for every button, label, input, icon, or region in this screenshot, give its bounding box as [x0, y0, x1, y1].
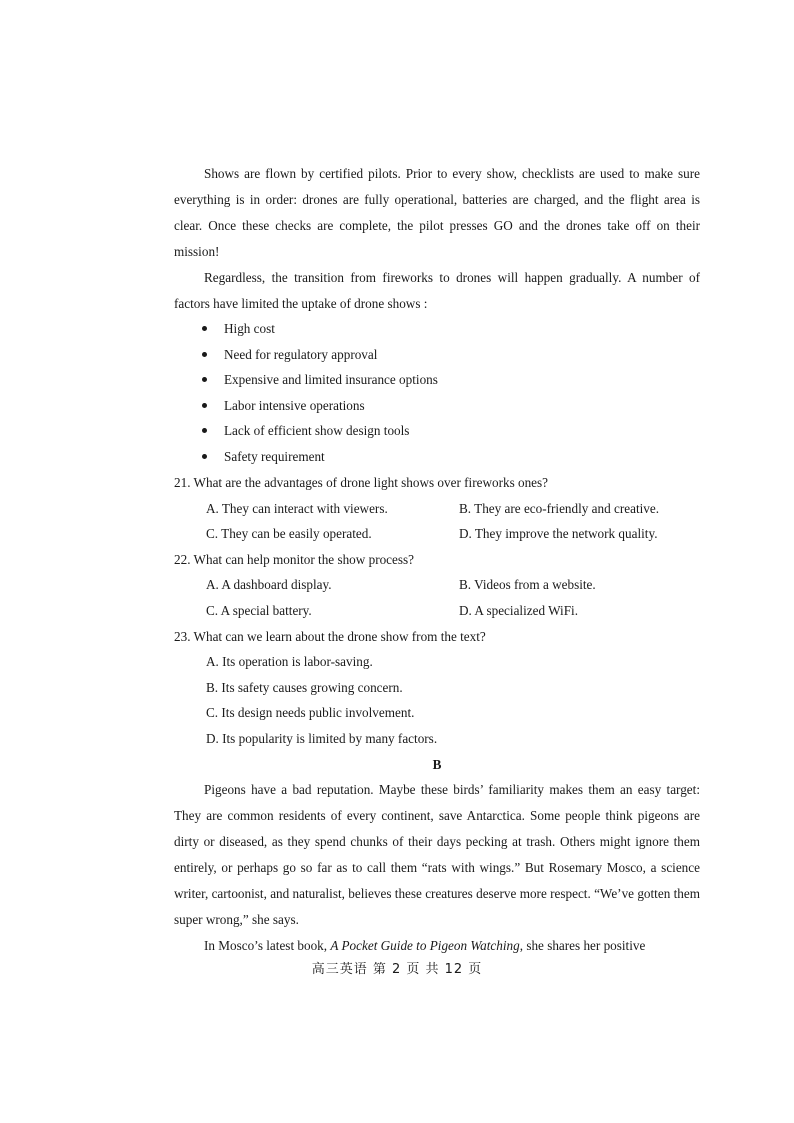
bullet-icon — [202, 403, 207, 408]
option-b[interactable]: B. Videos from a website. — [459, 577, 596, 593]
factor-text: Labor intensive operations — [224, 397, 365, 413]
option-b[interactable]: B. Its safety causes growing concern. — [206, 679, 403, 695]
factor-item — [174, 342, 700, 368]
factor-text: High cost — [224, 321, 275, 336]
question-22-options-row-1 — [174, 572, 700, 598]
question-21-options-row-2 — [174, 521, 700, 547]
option-b[interactable]: B. They are eco-friendly and creative. — [459, 500, 660, 516]
option-c[interactable]: C. A special battery. — [206, 602, 312, 618]
question-22-stem: 22. What can help monitor the show process? — [174, 551, 415, 567]
option-a[interactable]: A. A dashboard display. — [206, 577, 332, 593]
paragraph-text: , she shares her positive — [519, 938, 646, 953]
factor-item — [174, 444, 700, 470]
question-21-stem: 21. What are the advantages of drone light shows over fireworks ones? — [174, 475, 549, 490]
factor-text: Expensive and limited insurance options — [224, 372, 438, 388]
bullet-icon — [202, 326, 207, 331]
option-a[interactable]: A. They can interact with viewers. — [206, 500, 388, 516]
option-c[interactable]: C. They can be easily operated. — [206, 526, 372, 542]
bullet-icon — [202, 377, 207, 382]
bullet-icon — [202, 428, 207, 433]
paragraph-text: In Mosco’s latest book, — [204, 938, 331, 953]
question-21-options-row-1 — [174, 496, 700, 522]
passage-a-paragraph-1: Shows are flown by certified pilots. Prior to every show, checklists are used to make sure everything is in order: drones are fully operational, batteries are charged, and the flight area is clear. Once these checks are complete, the pilot presses GO and the drones take off on their mission! — [174, 166, 700, 259]
factor-text: Safety requirement — [224, 448, 325, 464]
option-c[interactable]: C. Its design needs public involvement. — [206, 705, 415, 721]
bullet-icon — [202, 352, 207, 357]
passage-b — [174, 777, 700, 959]
factor-item — [174, 316, 700, 342]
factors-list — [174, 316, 700, 470]
option-d[interactable]: D. A specialized WiFi. — [459, 602, 578, 618]
questions-block — [174, 470, 700, 752]
passage-b-paragraph-2 — [174, 933, 700, 959]
passage-a-paragraph-2: Regardless, the transition from fireworks to drones will happen gradually. A number of factors have limited the uptake of drone shows : — [174, 270, 700, 311]
question-23-stem: 23. What can we learn about the drone show from the text? — [174, 628, 486, 644]
option-a[interactable]: A. Its operation is labor-saving. — [206, 654, 373, 670]
book-title: A Pocket Guide to Pigeon Watching — [330, 938, 520, 953]
factor-item — [174, 393, 700, 419]
page-footer: 高三英语 第 2 页 共 12 页 — [311, 962, 483, 977]
bullet-icon — [202, 454, 207, 459]
factor-item — [174, 418, 700, 444]
factor-text: Lack of efficient show design tools — [224, 423, 410, 439]
option-d[interactable]: D. Its popularity is limited by many factors. — [206, 730, 438, 746]
question-22-options-row-2 — [174, 598, 700, 624]
passage-b-paragraph-1: Pigeons have a bad reputation. Maybe these birds’ familiarity makes them an easy target: They are common residents of every continent, save Antarctica. Some people think pigeons are dirty or diseased, as they spend chunks of their days pecking at trash. Others might ignore them entirely, or perhaps go so far as to call them “rats with wings.” But Rosemary Mosco, a science writer, cartoonist, and naturalist, believes these creatures deserve more respect. “We’ve gotten them super wrong,” she says. — [174, 782, 700, 927]
factor-text: Need for regulatory approval — [224, 346, 378, 362]
option-d[interactable]: D. They improve the network quality. — [459, 526, 658, 542]
passage-a — [174, 161, 700, 317]
factor-item — [174, 367, 700, 393]
section-b-label: B — [432, 757, 442, 772]
